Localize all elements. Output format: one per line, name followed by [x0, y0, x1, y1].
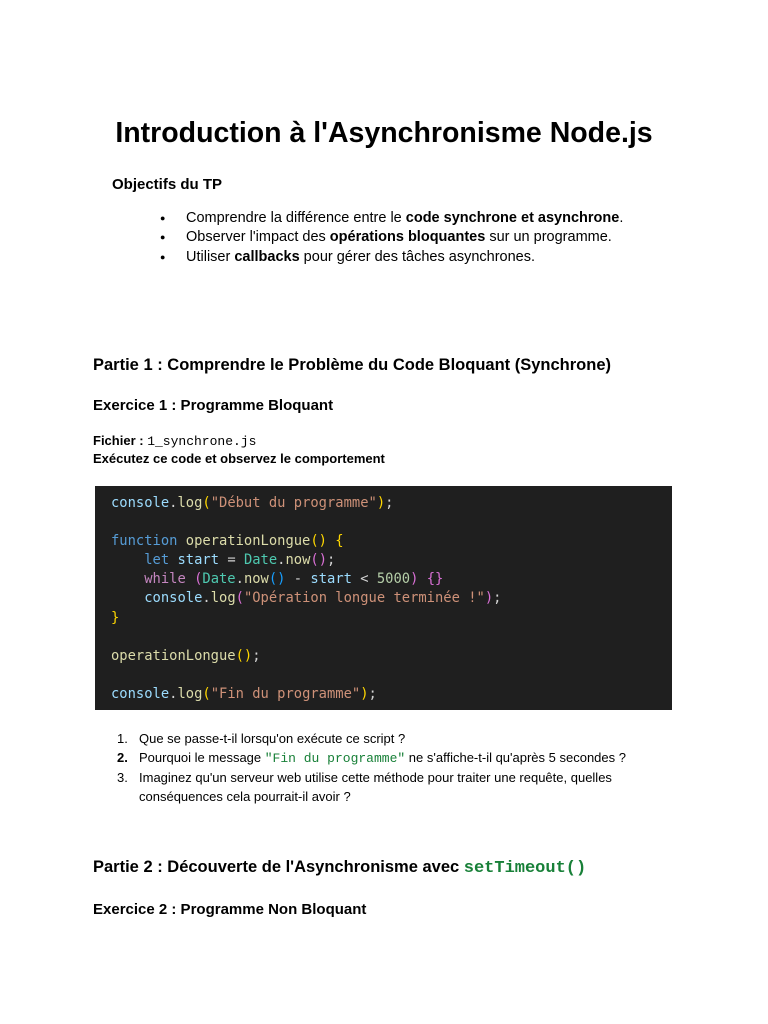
code-token — [111, 590, 144, 606]
objective-bold-text: callbacks — [234, 248, 300, 265]
question-item — [117, 748, 687, 768]
question-number: 2. — [117, 750, 128, 765]
code-token: Date — [243, 552, 278, 569]
file-line — [93, 432, 385, 450]
objective-text: pour gérer des tâches asynchrones. — [299, 248, 536, 265]
code-token: ( — [202, 495, 211, 511]
objective-item — [160, 228, 623, 247]
code-token — [111, 552, 144, 568]
part2-heading-text: Partie 2 : Découverte de l'Asynchronisme avec — [93, 858, 464, 876]
objective-text: sur un programme. — [485, 229, 612, 246]
part2-heading — [93, 858, 586, 878]
objective-item — [160, 209, 623, 228]
code-token: console — [144, 590, 203, 607]
file-instruction: Exécutez ce code et observez le comportement — [93, 451, 385, 466]
code-token: . — [169, 685, 178, 702]
code-token: operationLongue — [185, 533, 311, 550]
code-line — [111, 609, 672, 628]
objectives-heading: Objectifs du TP — [112, 176, 223, 193]
code-line — [111, 589, 672, 608]
file-info — [93, 432, 385, 467]
code-token: while — [144, 571, 195, 588]
exercise2-heading: Exercice 2 : Programme Non Bloquant — [93, 901, 367, 918]
code-token: start — [310, 571, 352, 588]
code-token: log — [210, 590, 236, 607]
code-token: < — [351, 571, 377, 588]
code-token: ; — [493, 590, 502, 607]
code-token: Date — [202, 571, 236, 588]
code-block — [95, 486, 672, 710]
code-line — [111, 666, 672, 685]
question-text: Que se passe-t-il lorsqu'on exécute ce script ? — [139, 731, 406, 746]
code-token: ) — [376, 495, 386, 511]
code-line — [111, 570, 672, 589]
code-token: log — [177, 495, 203, 511]
code-token: operationLongue — [111, 647, 236, 664]
code-token: . — [202, 590, 211, 607]
code-line — [111, 685, 672, 704]
code-token: ; — [368, 685, 377, 702]
inline-code: "Fin du programme" — [264, 751, 406, 766]
code-token: ; — [252, 647, 261, 664]
code-line — [111, 532, 672, 551]
code-token: log — [177, 685, 203, 702]
code-token: ; — [327, 552, 336, 569]
code-token: } — [111, 609, 120, 626]
code-token: ( — [202, 685, 211, 702]
code-line — [111, 494, 672, 513]
part1-heading: Partie 1 : Comprendre le Problème du Code Bloquant (Synchrone) — [93, 356, 611, 374]
objective-text: Comprendre la différence entre le — [186, 210, 406, 226]
code-token: ) — [410, 571, 419, 588]
file-name: 1_synchrone.js — [147, 434, 257, 449]
objective-text: . — [619, 210, 624, 226]
code-token: - — [285, 571, 311, 588]
code-token: let — [144, 552, 178, 569]
code-token: {} — [426, 571, 444, 588]
code-token: . — [235, 571, 244, 588]
page-title: Introduction à l'Asynchronisme Node.js — [115, 117, 653, 149]
code-token: ( — [235, 590, 244, 607]
code-token: () { — [310, 533, 344, 550]
question-text: Pourquoi le message "Fin du programme" ne s'affiche-t-il qu'après 5 secondes ? — [139, 750, 626, 766]
objective-text: Observer l'impact des — [186, 229, 330, 246]
code-line — [111, 647, 672, 666]
code-token: now — [243, 571, 269, 588]
code-token: now — [285, 552, 311, 569]
code-token: "Opération longue terminée !" — [243, 590, 485, 607]
code-token: () — [235, 647, 253, 664]
code-token — [418, 571, 426, 587]
code-line — [111, 513, 672, 532]
objectives-list — [160, 209, 623, 267]
code-token: . — [277, 552, 286, 569]
code-token: start — [177, 552, 220, 569]
objective-bold-text: opérations bloquantes — [329, 229, 486, 246]
code-token: 5000 — [376, 571, 411, 588]
question-number: 1. — [117, 731, 128, 746]
code-token: "Début du programme" — [210, 495, 377, 511]
code-token: ; — [385, 495, 394, 511]
code-token: function — [111, 533, 186, 550]
code-token: "Fin du programme" — [210, 685, 361, 702]
question-text: Imaginez qu'un serveur web utilise cette méthode pour traiter une requête, quelles conséquences cela pourrait-il avoir ? — [139, 770, 612, 804]
part2-heading-code: setTimeout() — [463, 859, 587, 878]
code-line — [111, 551, 672, 570]
code-token: ) — [360, 685, 369, 702]
code-line — [111, 628, 672, 647]
question-item — [117, 768, 687, 806]
question-item — [117, 729, 687, 748]
code-token: console — [111, 685, 170, 702]
code-token: . — [169, 495, 178, 511]
code-token: () — [310, 552, 328, 569]
file-label: Fichier : — [93, 433, 148, 448]
code-token: ( — [194, 571, 203, 588]
questions-list — [117, 729, 687, 806]
code-token — [111, 571, 144, 587]
objective-bold-text: code synchrone et asynchrone — [405, 210, 620, 226]
code-token: ) — [484, 590, 494, 607]
objective-text: Utiliser — [186, 248, 235, 265]
objective-item — [160, 248, 623, 267]
code-token: console — [111, 495, 170, 511]
exercise1-heading: Exercice 1 : Programme Bloquant — [93, 397, 334, 414]
question-number: 3. — [117, 770, 128, 785]
code-token: () — [268, 571, 286, 588]
code-token: = — [219, 552, 244, 569]
